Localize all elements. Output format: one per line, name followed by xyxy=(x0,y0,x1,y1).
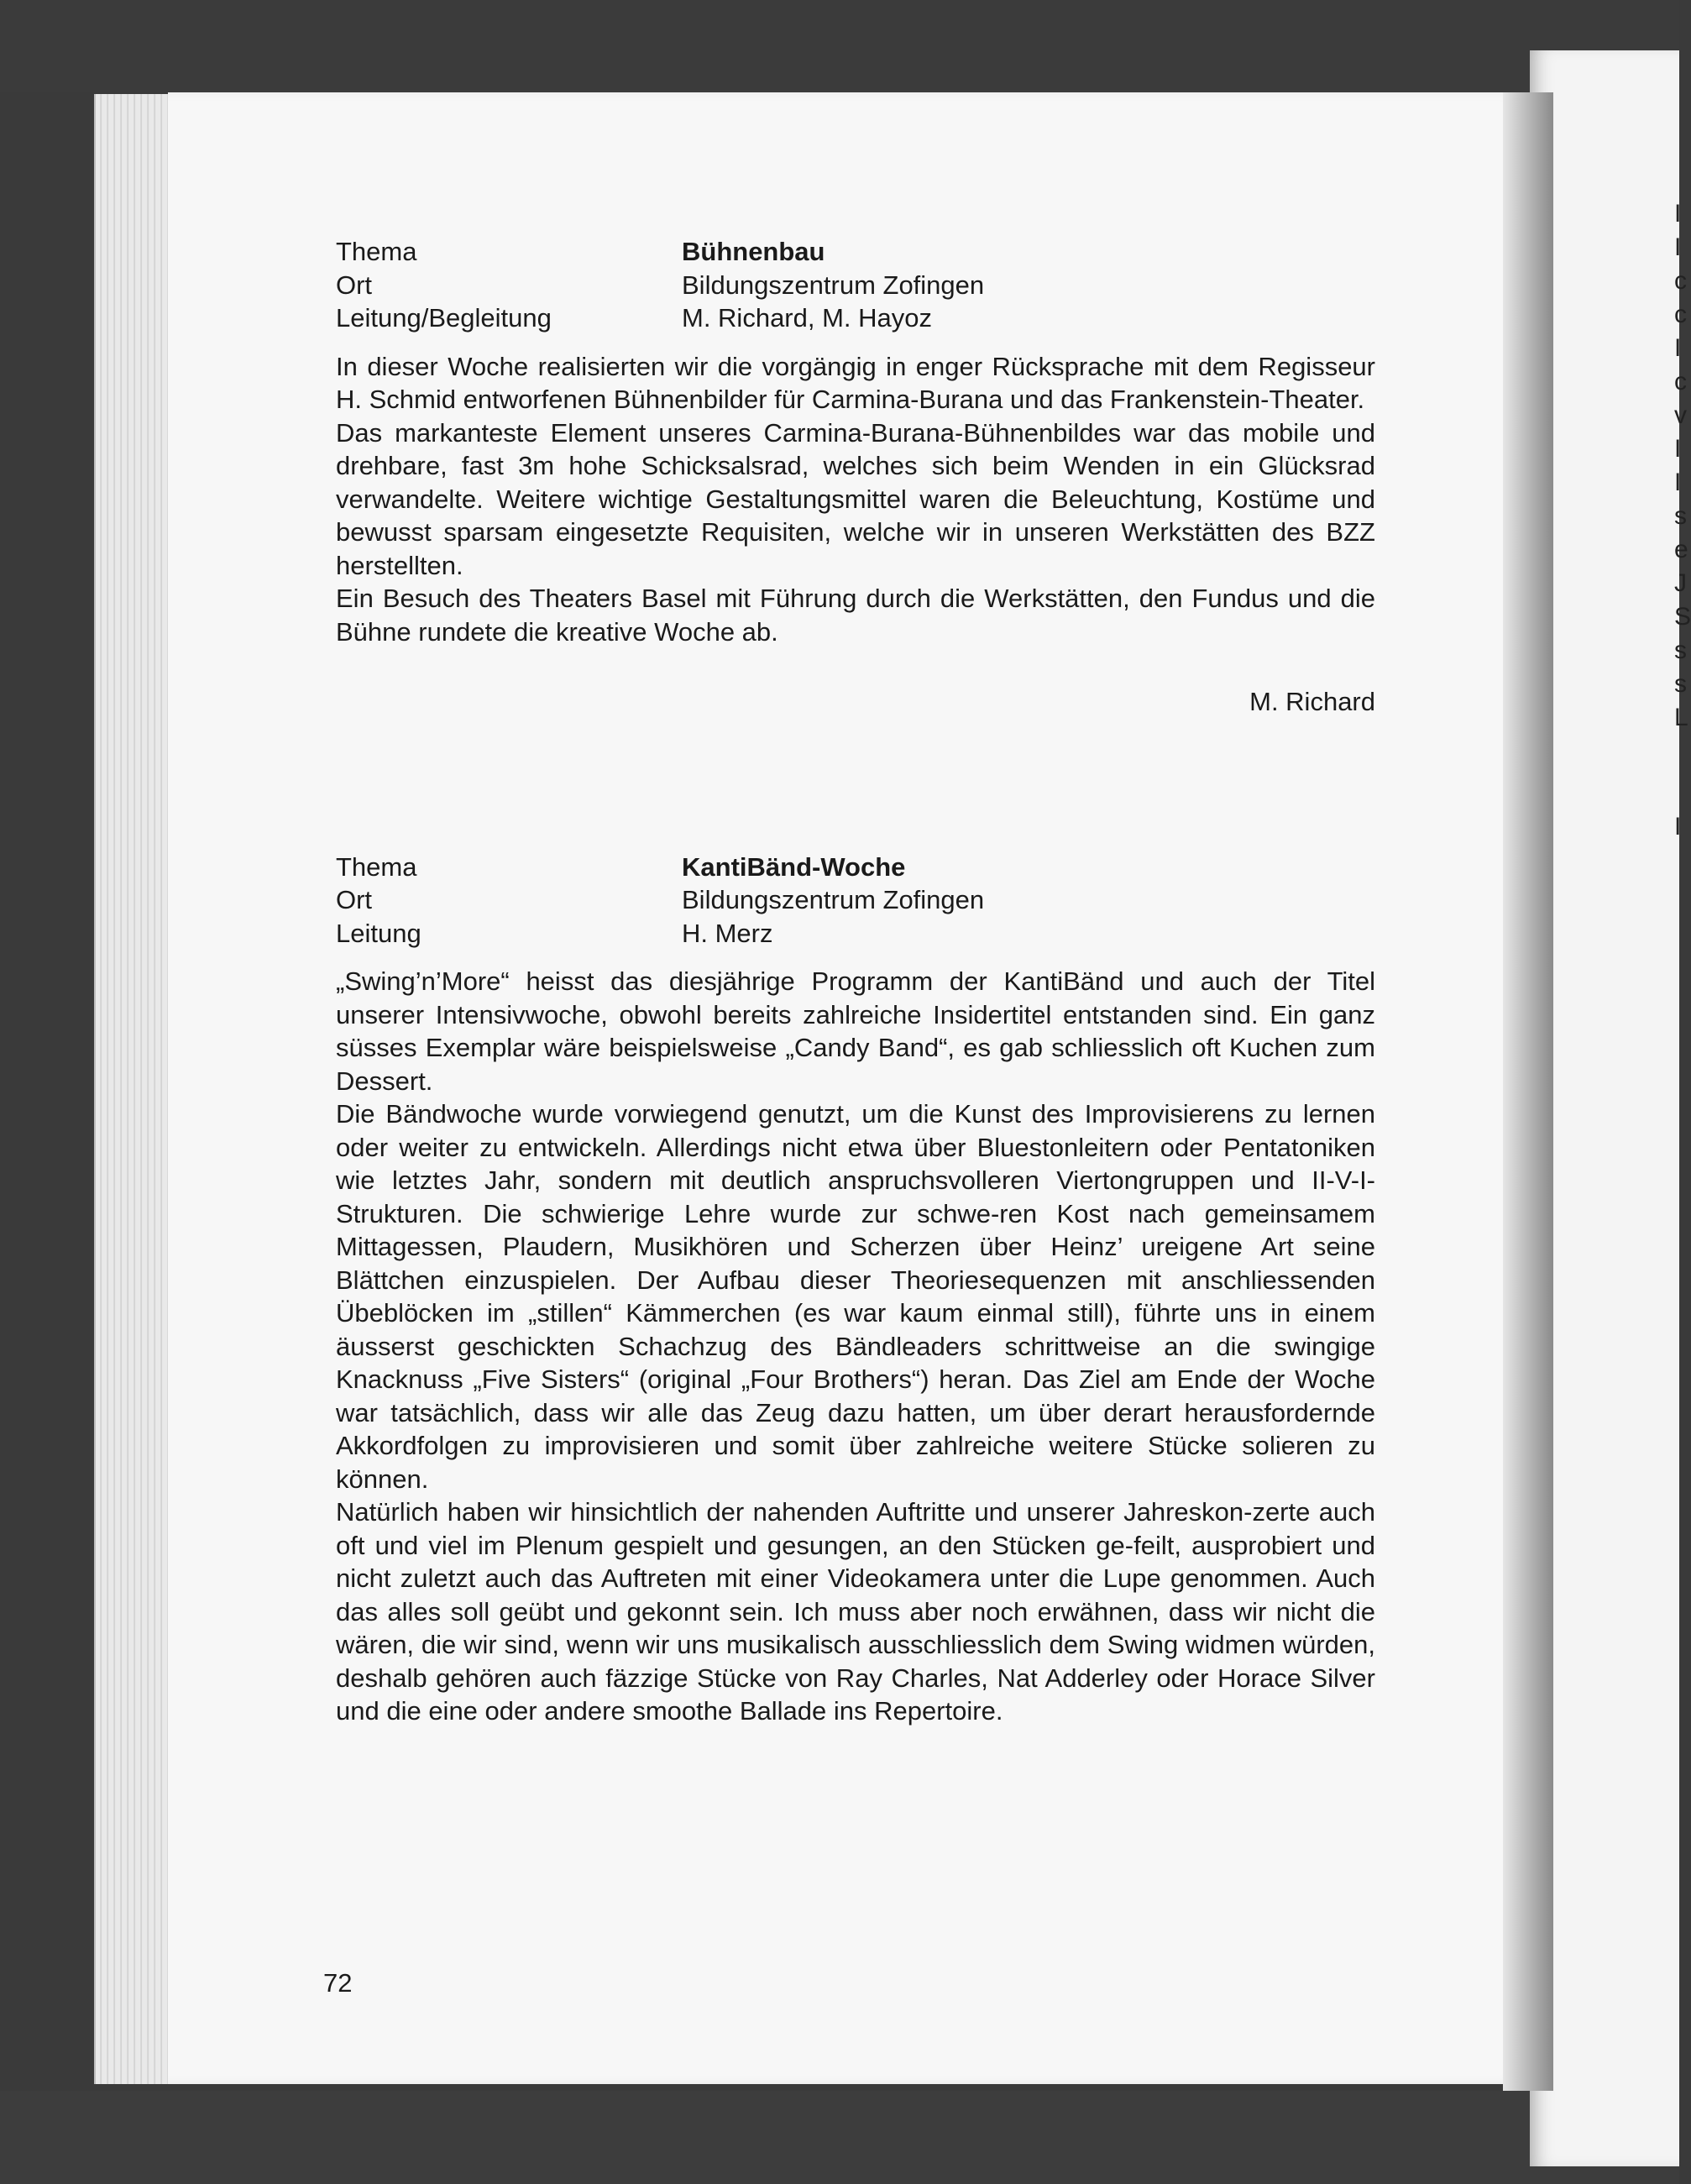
facing-page-fragment: v xyxy=(1674,401,1687,429)
facing-page-fragment: I xyxy=(1674,334,1682,362)
meta-label: Ort xyxy=(336,270,373,300)
facing-page-fragment: L xyxy=(1674,704,1688,731)
facing-page-fragment: I xyxy=(1674,233,1682,261)
body-paragraph: „Swing’n’More“ heisst das diesjährige Programm der KantiBänd und auch der Titel unserer Intensivwoche, obwohl bereits zahlreiche Insidertitel entstanden sind. Ein ganz süsses Exemplar wäre beispielsweise „Candy Band“, es gab schliesslich oft Kuchen zum Dessert. xyxy=(336,966,1375,1096)
facing-page-fragment: J xyxy=(1674,569,1687,597)
facing-page-fragment: s xyxy=(1674,636,1687,664)
book-gutter xyxy=(1503,92,1553,2091)
body-paragraph: Natürlich haben wir hinsichtlich der nahenden Auftritte und unserer Jahreskon-zerte auch oft und viel im Plenum gespielt und gesungen, an den Stücken ge-feilt, ausprobiert und nicht zuletzt auch das Auftreten mit einer Videokamera unter die Lupe genommen. Auch das alles soll geübt und gekonnt sein. Ich muss aber noch erwähnen, dass wir nicht die wären, die wir sind, wenn wir uns musikalisch ausschliesslich dem Swing widmen würden, deshalb gehören auch fäzzige Stücke von Ray Charles, Nat Adderley oder Horace Silver und die eine oder andere smoothe Ballade ins Repertoire. xyxy=(336,1497,1375,1726)
meta-label: Leitung/Begleitung xyxy=(336,303,552,333)
meta-value: Bildungszentrum Zofingen xyxy=(682,270,985,300)
meta-label: Ort xyxy=(336,885,373,914)
facing-page-fragment: s xyxy=(1674,502,1687,530)
meta-value: M. Richard, M. Hayoz xyxy=(682,303,933,333)
section-kantibaend xyxy=(336,851,1375,1728)
facing-page-fragment: I xyxy=(1674,813,1682,841)
facing-page-fragment: e xyxy=(1674,536,1688,563)
facing-page-fragment: S xyxy=(1674,603,1691,631)
meta-row-location xyxy=(336,883,1375,917)
background-bottom xyxy=(0,2091,1679,2184)
meta-row-location xyxy=(336,269,1375,302)
facing-page-fragment: I xyxy=(1674,200,1682,228)
page-number: 72 xyxy=(323,1968,353,1998)
meta-row-lead xyxy=(336,917,1375,951)
meta-label: Thema xyxy=(336,237,417,266)
background-top xyxy=(0,0,1679,92)
page-content xyxy=(336,235,1375,1728)
section-title: Bühnenbau xyxy=(682,237,825,266)
meta-value: H. Merz xyxy=(682,918,773,948)
facing-page-fragment: c xyxy=(1674,368,1687,395)
facing-page-fragment: I xyxy=(1674,469,1682,496)
meta-row-topic xyxy=(336,851,1375,884)
body-paragraph: In dieser Woche realisierten wir die vorgängig in enger Rücksprache mit dem Regisseur H. Schmid entworfenen Bühnenbilder für Carmina-Burana und das Frankenstein-Theater. xyxy=(336,351,1375,414)
body-paragraph: Das markanteste Element unseres Carmina-Burana-Bühnenbildes war das mobile und drehbare, fast 3m hohe Schicksalsrad, welches sich beim Wenden in ein Glücksrad verwandelte. Weitere wichtige Gestaltungsmittel waren die Beleuchtung, Kostüme und bewusst sparsam eingesetzte Requisiten, welche wir in unseren Werkstätten des BZZ herstellten. xyxy=(336,417,1375,580)
meta-row-topic xyxy=(336,235,1375,269)
facing-page-fragment: c xyxy=(1674,301,1687,328)
facing-page-fragment: I xyxy=(1674,435,1682,463)
facing-page-fragment: s xyxy=(1674,670,1687,698)
section-buehnenbau xyxy=(336,235,1375,719)
meta-row-lead xyxy=(336,301,1375,335)
facing-page-fragment: c xyxy=(1674,267,1687,295)
section-title: KantiBänd-Woche xyxy=(682,851,906,882)
body-paragraph: Ein Besuch des Theaters Basel mit Führung durch die Werkstätten, den Fundus und die Bühne rundete die kreative Woche ab. xyxy=(336,584,1375,647)
meta-label: Leitung xyxy=(336,918,421,948)
body-paragraph: Die Bändwoche wurde vorwiegend genutzt, um die Kunst des Improvisierens zu lernen oder weiter zu entwickeln. Allerdings nicht etwa über Bluestonleitern oder Pentatoniken wie letztes Jahr, sondern mit deutlich anspruchsvolleren Viertongruppen und II-V-I-Strukturen. Die schwierige Lehre wurde zur schwe-ren Kost nach gemeinsamem Mittagessen, Plaudern, Musikhören und Scherzen über Heinz’ ureigene Art seine Blättchen einzuspielen. Der Aufbau dieser Theoriesequenzen mit anschliessenden Übeblöcken im „stillen“ Kämmerchen (es war kaum einmal still), führte uns in einem äusserst geschickten Schachzug des Bändleaders schrittweise an die swingige Knacknuss „Five Sisters“ (original „Four Brothers“) heran. Das Ziel am Ende der Woche war tatsächlich, dass wir alle das Zeug dazu hatten, um über derart herausfordernde Akkordfolgen zu improvisieren und somit über zahlreiche weitere Stücke solieren zu können. xyxy=(336,1099,1375,1494)
page-stack-edges xyxy=(94,94,175,2084)
meta-value: Bildungszentrum Zofingen xyxy=(682,885,985,914)
meta-label: Thema xyxy=(336,851,417,882)
author-signature: M. Richard xyxy=(1249,687,1375,716)
